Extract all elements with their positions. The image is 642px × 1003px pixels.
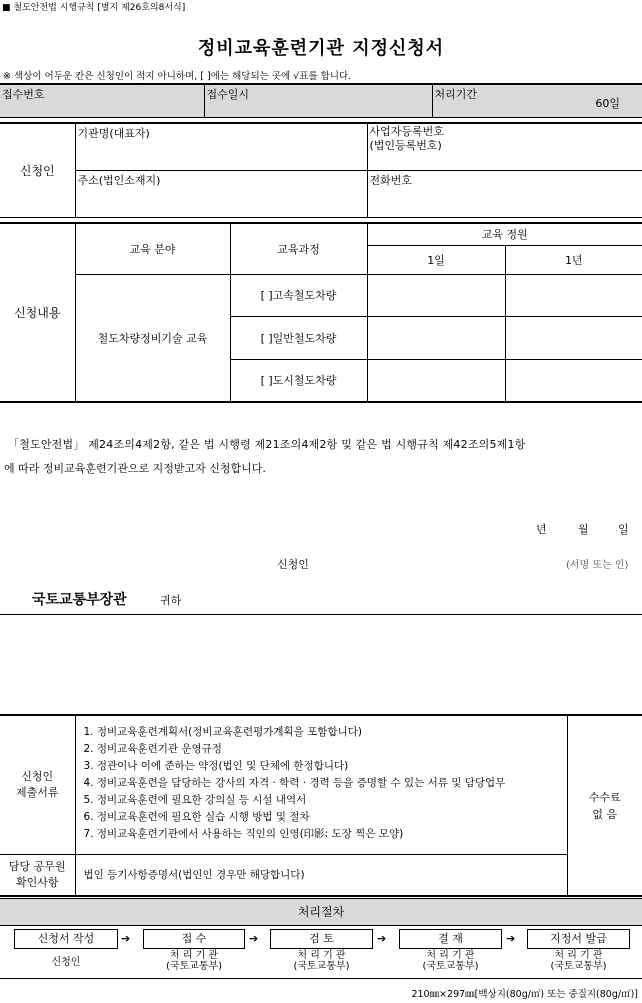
- bottom-rule: [0, 978, 642, 979]
- col-year-header: 1년: [505, 245, 642, 274]
- step-actor: 처 리 기 관 (국토교통부): [165, 950, 223, 972]
- receipt-number-field: 접수번호: [0, 84, 204, 117]
- official-check-item: 법인 등기사항증명서(법인인 경우만 해당합니다): [75, 854, 567, 896]
- instruction-note: ※ 색상이 어두운 칸은 신청인이 적지 아니하며, [ ]에는 해당되는 곳에 √표를 합니다.: [3, 71, 352, 82]
- step-actor: 처 리 기 관 (국토교통부): [422, 950, 479, 972]
- col-day-header: 1일: [367, 245, 505, 274]
- col-quota-header: 교육 정원: [367, 223, 642, 245]
- document-item: 4. 정비교육훈련을 담당하는 강사의 자격 · 학력 · 경력 등을 증명할 수 있는 서류 및 담당업무: [83, 777, 506, 789]
- step-review: 검 토: [270, 929, 373, 949]
- arrow-right-icon: ➔: [377, 932, 387, 945]
- document-item: 1. 정비교육훈련계획서(정비교육훈련평가계획을 포함합니다): [83, 726, 362, 738]
- paper-size-note: 210㎜×297㎜[백상지(80g/㎡) 또는 중질지(80g/㎡)]: [411, 989, 638, 1000]
- document-item: 7. 정비교육훈련기관에서 사용하는 직인의 인영(印影: 도장 찍은 모양): [83, 828, 404, 840]
- quota-day-general[interactable]: [367, 316, 505, 359]
- application-section-label: 신청내용: [0, 223, 75, 402]
- document-item: 2. 정비교육훈련기관 운영규정: [83, 743, 222, 755]
- processing-period-field: 처리기간 60일: [432, 84, 642, 117]
- fee-cell: 수수료 없 음: [567, 715, 642, 896]
- step-approval: 결 재: [399, 929, 502, 949]
- col-course-header: 교육과정: [230, 223, 367, 274]
- divider: [0, 614, 642, 615]
- applicant-table: [0, 122, 642, 218]
- receipt-date-field: 접수일시: [204, 84, 432, 117]
- official-check-label: 담당 공무원 확인사항: [0, 854, 75, 896]
- step-issue-certificate: 지정서 발급: [527, 929, 630, 949]
- step-receipt: 접 수: [143, 929, 245, 949]
- course-high-speed[interactable]: [ ]고속철도차량: [230, 274, 367, 316]
- signer-label: 신청인: [277, 558, 309, 571]
- arrow-right-icon: ➔: [249, 932, 259, 945]
- processing-period-value: 60일: [595, 97, 620, 110]
- step-actor: 처 리 기 관 (국토교통부): [293, 950, 350, 972]
- course-general[interactable]: [ ]일반철도차량: [230, 316, 367, 359]
- documents-label: 신청인 제출서류: [0, 715, 75, 854]
- date-day-label: 일: [618, 523, 629, 536]
- org-name-field[interactable]: 기관명(대표자): [75, 123, 367, 170]
- application-table: [0, 222, 642, 403]
- quota-day-urban[interactable]: [367, 359, 505, 402]
- quota-day-high-speed[interactable]: [367, 274, 505, 316]
- step-actor: 신청인: [51, 957, 81, 968]
- address-field[interactable]: 주소(법인소재지): [75, 170, 367, 217]
- quota-year-high-speed[interactable]: [505, 274, 642, 316]
- step-actor: 처 리 기 관 (국토교통부): [550, 950, 607, 972]
- document-item: 5. 정비교육훈련에 필요한 강의실 등 시설 내역서: [83, 794, 307, 806]
- procedure-title: 처리절차: [0, 898, 642, 926]
- page-title: 정비교육훈련기관 지정신청서: [197, 38, 445, 59]
- addressee: 국토교통부장관: [32, 592, 127, 608]
- statement-line-1: 「철도안전법」 제24조의4제2항, 같은 법 시행령 제21조의4제2항 및 같은 법 시행규칙 제42조의5제1항: [8, 438, 526, 451]
- step-write-application: 신청서 작성: [14, 929, 118, 949]
- course-urban[interactable]: [ ]도시철도차량: [230, 359, 367, 402]
- form-reference: ■ 철도안전법 시행규칙 [별지 제26호의8서식]: [2, 3, 186, 13]
- arrow-right-icon: ➔: [121, 932, 131, 945]
- statement-line-2: 에 따라 정비교육훈련기관으로 지정받고자 신청합니다.: [4, 462, 266, 475]
- arrow-right-icon: ➔: [506, 932, 516, 945]
- col-field-header: 교육 분야: [75, 223, 230, 274]
- field-value: 철도차량정비기술 교육: [75, 274, 230, 402]
- biz-reg-field[interactable]: 사업자등록번호 (법인등록번호): [367, 123, 642, 170]
- documents-list: [75, 715, 567, 854]
- date-month-label: 월: [578, 523, 589, 536]
- document-item: 3. 정관이나 이에 준하는 약정(법인 및 단체에 한정합니다): [83, 760, 349, 772]
- quota-year-urban[interactable]: [505, 359, 642, 402]
- documents-table: [0, 714, 642, 897]
- document-item: 6. 정비교육훈련에 필요한 실습 시행 방법 및 절차: [83, 811, 310, 823]
- applicant-section-label: 신청인: [0, 123, 75, 217]
- receipt-table: [0, 83, 642, 118]
- addressee-suffix: 귀하: [160, 594, 182, 607]
- phone-field[interactable]: 전화번호: [367, 170, 642, 217]
- date-year-label: 년: [536, 523, 547, 536]
- signature-hint: (서명 또는 인): [566, 560, 629, 571]
- quota-year-general[interactable]: [505, 316, 642, 359]
